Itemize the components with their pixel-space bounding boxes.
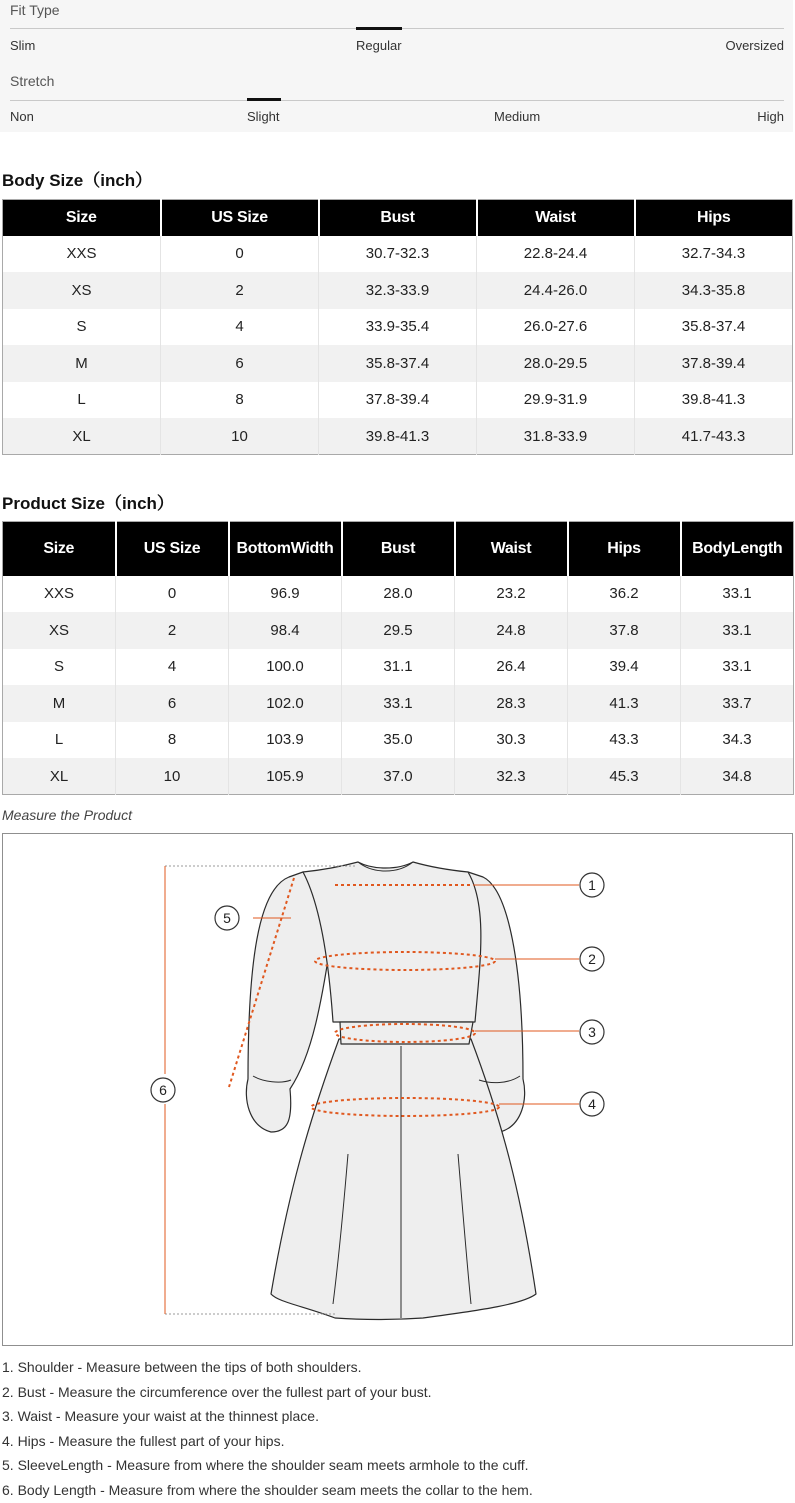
table-row [3,345,793,382]
stretch-option-slight: Slight [247,109,280,124]
product-size-cell: 41.3 [568,685,681,722]
body-size-cell: 0 [161,236,319,273]
product-size-cell: 102.0 [229,685,342,722]
measure-caption: Measure the Product [2,807,132,823]
body-size-cell: 35.8-37.4 [635,309,793,346]
stretch-option-high: High [757,109,784,124]
body-size-cell: 32.3-33.9 [319,272,477,309]
product-size-cell: XL [3,758,116,795]
table-row [3,722,794,759]
table-row [3,236,793,273]
product-size-cell: 33.1 [342,685,455,722]
table-row [3,576,794,613]
body-size-cell: 28.0-29.5 [477,345,635,382]
body-size-cell: 24.4-26.0 [477,272,635,309]
body-size-cell: XS [3,272,161,309]
dress-outline [246,862,536,1320]
stretch-track [10,100,784,101]
body-size-cell: 29.9-31.9 [477,382,635,419]
product-size-cell: XXS [3,576,116,613]
product-size-cell: XS [3,612,116,649]
body-size-cell: 37.8-39.4 [635,345,793,382]
table-row [3,382,793,419]
table-row [3,685,794,722]
product-size-header-size: Size [3,522,116,576]
product-size-cell: S [3,649,116,686]
product-size-cell: 2 [116,612,229,649]
measure-diagram [2,833,793,1346]
callout-6-number: 6 [159,1082,167,1098]
body-size-header-waist: Waist [477,200,635,236]
body-size-cell: 39.8-41.3 [635,382,793,419]
product-size-table [2,521,794,795]
instruction-waist: 3. Waist - Measure your waist at the thinnest place. [2,1405,533,1430]
table-row [3,758,794,795]
body-size-cell: XL [3,418,161,455]
product-size-cell: 26.4 [455,649,568,686]
stretch-option-medium: Medium [494,109,540,124]
callout-4-icon [580,1092,604,1116]
product-size-cell: 37.0 [342,758,455,795]
callout-3-number: 3 [588,1024,596,1040]
product-size-cell: 33.7 [681,685,794,722]
body-size-cell: 41.7-43.3 [635,418,793,455]
table-row [3,272,793,309]
table-row [3,612,794,649]
product-size-cell: 103.9 [229,722,342,759]
body-size-title: Body Size（inch） [2,166,152,191]
product-size-cell: 30.3 [455,722,568,759]
product-size-cell: 0 [116,576,229,613]
body-size-table [2,199,793,455]
body-size-cell: 32.7-34.3 [635,236,793,273]
dress-measure-illustration [3,834,792,1345]
product-size-header-hips: Hips [568,522,681,576]
body-size-cell: 37.8-39.4 [319,382,477,419]
product-size-cell: 8 [116,722,229,759]
body-size-header-row [3,200,793,236]
body-size-header-size: Size [3,200,161,236]
product-size-header-us-size: US Size [116,522,229,576]
body-size-cell: 8 [161,382,319,419]
instruction-bust: 2. Bust - Measure the circumference over the fullest part of your bust. [2,1381,533,1406]
callout-5-number: 5 [223,910,231,926]
body-size-cell: 22.8-24.4 [477,236,635,273]
product-size-cell: 33.1 [681,576,794,613]
product-size-cell: 98.4 [229,612,342,649]
body-size-cell: 35.8-37.4 [319,345,477,382]
fit-type-title: Fit Type [10,2,60,18]
product-size-cell: 24.8 [455,612,568,649]
product-size-cell: 100.0 [229,649,342,686]
body-size-cell: 2 [161,272,319,309]
product-size-cell: 32.3 [455,758,568,795]
callout-1-number: 1 [588,877,596,893]
body-size-cell: 6 [161,345,319,382]
body-size-cell: 34.3-35.8 [635,272,793,309]
stretch-selected-marker [247,98,281,101]
body-size-cell: 4 [161,309,319,346]
measure-instructions [2,1356,533,1503]
fit-stretch-panel [0,0,793,132]
product-size-cell: 34.3 [681,722,794,759]
body-size-cell: 10 [161,418,319,455]
table-row [3,418,793,455]
instruction-hips: 4. Hips - Measure the fullest part of your hips. [2,1430,533,1455]
body-size-cell: 31.8-33.9 [477,418,635,455]
table-row [3,649,794,686]
body-size-header-us-size: US Size [161,200,319,236]
product-size-cell: 37.8 [568,612,681,649]
fit-type-option-regular: Regular [356,38,402,53]
fit-type-scale [10,2,784,58]
product-size-cell: 31.1 [342,649,455,686]
product-size-title: Product Size（inch） [2,489,174,514]
stretch-option-non: Non [10,109,34,124]
callout-2-number: 2 [588,951,596,967]
body-size-cell: 33.9-35.4 [319,309,477,346]
product-size-cell: 4 [116,649,229,686]
product-size-cell: 45.3 [568,758,681,795]
fit-type-option-slim: Slim [10,38,35,53]
product-size-cell: 23.2 [455,576,568,613]
product-size-cell: 35.0 [342,722,455,759]
product-size-header-row [3,522,794,576]
body-size-cell: 26.0-27.6 [477,309,635,346]
body-size-cell: M [3,345,161,382]
product-size-header-bust: Bust [342,522,455,576]
fit-type-option-oversized: Oversized [725,38,784,53]
product-size-cell: 33.1 [681,612,794,649]
product-size-cell: 96.9 [229,576,342,613]
product-size-cell: 105.9 [229,758,342,795]
callout-4-number: 4 [588,1096,596,1112]
stretch-scale [10,73,784,129]
callout-6-icon [151,1078,175,1102]
instruction-sleeve-length: 5. SleeveLength - Measure from where the shoulder seam meets armhole to the cuff. [2,1454,533,1479]
callout-2-icon [580,947,604,971]
body-size-cell: XXS [3,236,161,273]
body-size-cell: L [3,382,161,419]
product-size-cell: 39.4 [568,649,681,686]
product-size-header-bottom-width: BottomWidth [229,522,342,576]
product-size-cell: 10 [116,758,229,795]
product-size-cell: 36.2 [568,576,681,613]
product-size-header-body-length: BodyLength [681,522,794,576]
body-size-cell: 39.8-41.3 [319,418,477,455]
callout-5-icon [215,906,239,930]
fit-type-selected-marker [356,27,402,30]
product-size-cell: 28.3 [455,685,568,722]
callout-1-icon [580,873,604,897]
product-size-cell: M [3,685,116,722]
body-size-header-bust: Bust [319,200,477,236]
stretch-title: Stretch [10,73,54,89]
body-size-cell: 30.7-32.3 [319,236,477,273]
product-size-header-waist: Waist [455,522,568,576]
product-size-cell: 34.8 [681,758,794,795]
callout-3-icon [580,1020,604,1044]
table-row [3,309,793,346]
product-size-cell: L [3,722,116,759]
product-size-cell: 28.0 [342,576,455,613]
instruction-shoulder: 1. Shoulder - Measure between the tips of both shoulders. [2,1356,533,1381]
body-size-header-hips: Hips [635,200,793,236]
product-size-cell: 33.1 [681,649,794,686]
product-size-cell: 6 [116,685,229,722]
product-size-cell: 43.3 [568,722,681,759]
instruction-body-length: 6. Body Length - Measure from where the shoulder seam meets the collar to the hem. [2,1479,533,1503]
product-size-cell: 29.5 [342,612,455,649]
body-size-cell: S [3,309,161,346]
